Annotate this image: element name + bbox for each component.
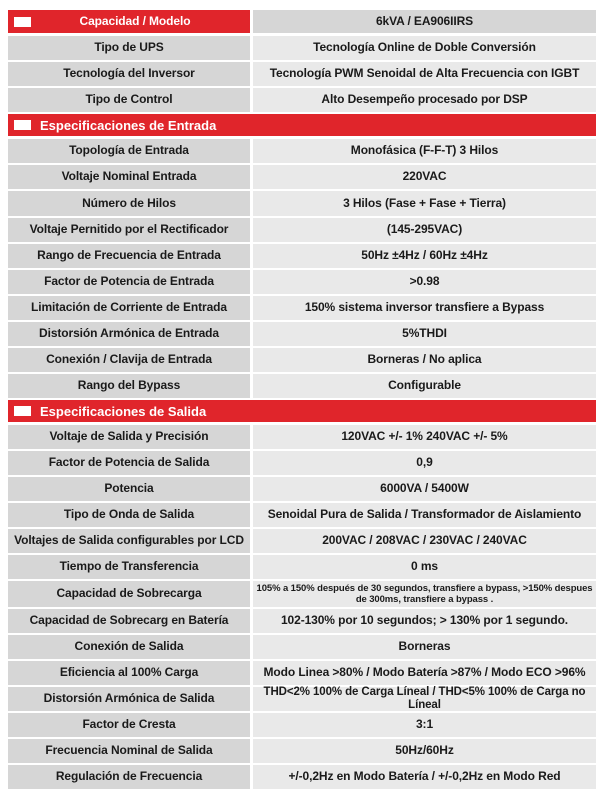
- row-label: Voltajes de Salida configurables por LCD: [8, 529, 250, 553]
- header-row: [8, 10, 596, 33]
- table-row: [8, 62, 596, 86]
- row-value: 200VAC / 208VAC / 230VAC / 240VAC: [253, 529, 596, 553]
- row-value: 50Hz/60Hz: [253, 739, 596, 763]
- table-row: [8, 191, 596, 216]
- row-label: Voltaje de Salida y Precisión: [8, 425, 250, 449]
- table-row: [8, 635, 596, 659]
- section-title: Especificaciones de Entrada: [40, 117, 217, 133]
- row-value: Alto Desempeño procesado por DSP: [253, 88, 596, 112]
- table-row: [8, 765, 596, 789]
- row-value: Tecnología Online de Doble Conversión: [253, 36, 596, 60]
- section-header-entrada: [8, 114, 596, 136]
- row-value: Configurable: [253, 374, 596, 398]
- row-value: Modo Linea >80% / Modo Batería >87% / Modo ECO >96%: [253, 661, 596, 685]
- row-value: 220VAC: [253, 165, 596, 189]
- header-label-cell: [8, 10, 250, 33]
- section-header-salida: [8, 400, 596, 422]
- row-value: 5%THDI: [253, 322, 596, 346]
- row-label: Distorsión Armónica de Salida: [8, 687, 250, 711]
- row-value: >0.98: [253, 270, 596, 294]
- row-label: Rango de Frecuencia de Entrada: [8, 244, 250, 268]
- section-marker-icon: [14, 406, 31, 416]
- row-label: Eficiencia al 100% Carga: [8, 661, 250, 685]
- row-label: Voltaje Nominal Entrada: [8, 165, 250, 189]
- row-value: 50Hz ±4Hz / 60Hz ±4Hz: [253, 244, 596, 268]
- table-row: [8, 477, 596, 501]
- row-label: Factor de Potencia de Entrada: [8, 270, 250, 294]
- row-value: 0,9: [253, 451, 596, 475]
- row-value: +/-0,2Hz en Modo Batería / +/-0,2Hz en Modo Red: [253, 765, 596, 789]
- table-row: [8, 348, 596, 372]
- row-label: Potencia: [8, 477, 250, 501]
- table-row: [8, 88, 596, 112]
- row-label: Distorsión Armónica de Entrada: [8, 322, 250, 346]
- section-marker-icon: [14, 17, 31, 27]
- table-row: [8, 503, 596, 527]
- table-row: [8, 165, 596, 189]
- table-row: [8, 739, 596, 763]
- row-label: Tecnología del Inversor: [8, 62, 250, 86]
- row-value: Senoidal Pura de Salida / Transformador de Aislamiento: [253, 503, 596, 527]
- row-value: Borneras / No aplica: [253, 348, 596, 372]
- row-label: Limitación de Corriente de Entrada: [8, 296, 250, 320]
- section-marker-icon: [14, 120, 31, 130]
- row-value: 3 Hilos (Fase + Fase + Tierra): [253, 191, 596, 216]
- section-title: Especificaciones de Salida: [40, 403, 207, 419]
- row-value: Borneras: [253, 635, 596, 659]
- row-label: Número de Hilos: [8, 191, 250, 216]
- table-row: [8, 218, 596, 242]
- header-label: Capacidad / Modelo: [79, 13, 191, 28]
- row-label: Rango del Bypass: [8, 374, 250, 398]
- row-label: Conexión de Salida: [8, 635, 250, 659]
- row-value: 105% a 150% después de 30 segundos, transfiere a bypass, >150% despues de 300ms, transfiere a bypass .: [253, 581, 596, 607]
- row-value: 3:1: [253, 713, 596, 737]
- row-label: Topología de Entrada: [8, 139, 250, 163]
- row-value: (145-295VAC): [253, 218, 596, 242]
- row-label: Frecuencia Nominal de Salida: [8, 739, 250, 763]
- table-row: [8, 529, 596, 553]
- row-label: Tipo de Onda de Salida: [8, 503, 250, 527]
- row-label: Capacidad de Sobrecarg en Batería: [8, 609, 250, 633]
- row-label: Capacidad de Sobrecarga: [8, 581, 250, 607]
- row-value: Tecnología PWM Senoidal de Alta Frecuencia con IGBT: [253, 62, 596, 86]
- table-row: [8, 374, 596, 398]
- row-value: Monofásica (F-F-T) 3 Hilos: [253, 139, 596, 163]
- row-value: 102-130% por 10 segundos; > 130% por 1 segundo.: [253, 609, 596, 633]
- table-row: [8, 555, 596, 579]
- table-row: [8, 609, 596, 633]
- table-row: [8, 296, 596, 320]
- table-row: [8, 244, 596, 268]
- row-label: Voltaje Pernitido por el Rectificador: [8, 218, 250, 242]
- table-row: [8, 425, 596, 449]
- row-label: Tipo de Control: [8, 88, 250, 112]
- row-value: THD<2% 100% de Carga Líneal / THD<5% 100% de Carga no Líneal: [253, 687, 596, 711]
- row-value: 120VAC +/- 1% 240VAC +/- 5%: [253, 425, 596, 449]
- table-row: [8, 687, 596, 711]
- row-label: Tipo de UPS: [8, 36, 250, 60]
- table-row: [8, 139, 596, 163]
- row-label: Conexión / Clavija de Entrada: [8, 348, 250, 372]
- row-label: Factor de Cresta: [8, 713, 250, 737]
- table-row: [8, 36, 596, 60]
- row-value: 150% sistema inversor transfiere a Bypass: [253, 296, 596, 320]
- row-label: Regulación de Frecuencia: [8, 765, 250, 789]
- row-value: 6000VA / 5400W: [253, 477, 596, 501]
- row-value: 0 ms: [253, 555, 596, 579]
- table-row: [8, 581, 596, 607]
- row-label: Tiempo de Transferencia: [8, 555, 250, 579]
- table-row: [8, 322, 596, 346]
- table-row: [8, 713, 596, 737]
- row-label: Factor de Potencia de Salida: [8, 451, 250, 475]
- table-row: [8, 451, 596, 475]
- table-row: [8, 661, 596, 685]
- table-row: [8, 270, 596, 294]
- header-value: 6kVA / EA906IIRS: [253, 10, 596, 33]
